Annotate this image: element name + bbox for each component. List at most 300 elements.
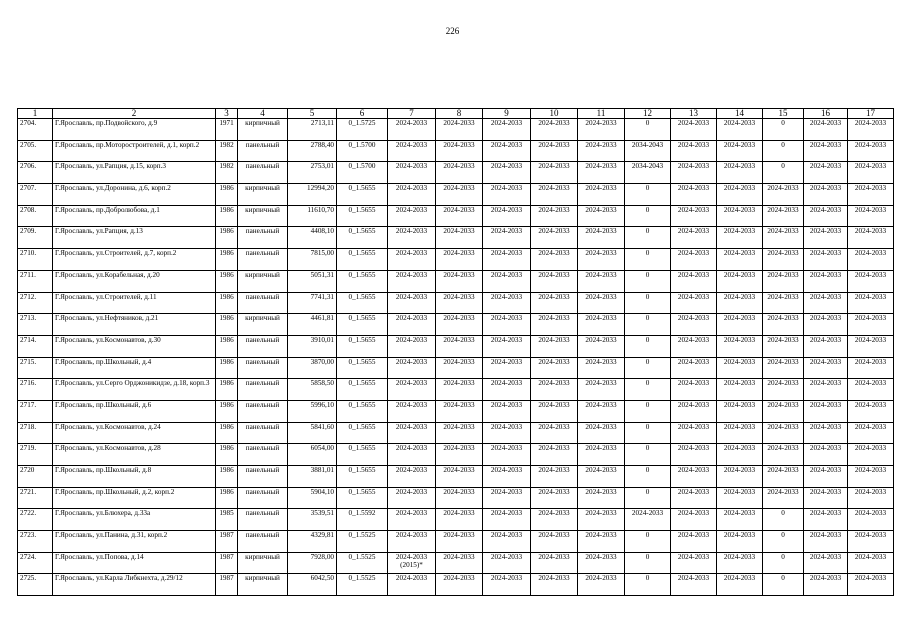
row-number-cell: 2720 <box>18 466 53 488</box>
year-built-cell: 1986 <box>216 357 238 379</box>
row-number-cell: 2715. <box>18 357 53 379</box>
period-cell: 2024-2033 <box>483 422 531 444</box>
area-cell: 5858,50 <box>288 379 337 401</box>
column-header-4: 4 <box>238 109 288 119</box>
table-row <box>18 357 894 379</box>
period-cell: 2024-2033 <box>531 249 578 271</box>
period-cell: 2024-2033 <box>848 357 894 379</box>
year-built-cell: 1971 <box>216 119 238 141</box>
period-cell: 0 <box>763 574 804 596</box>
period-cell: 2024-2033 <box>717 335 763 357</box>
period-cell: 2024-2033 <box>717 422 763 444</box>
period-cell: 0 <box>625 119 671 141</box>
period-cell: 2024-2033 <box>671 531 717 553</box>
period-cell: 2024-2033 <box>578 205 625 227</box>
period-cell: 2024-2033 <box>848 466 894 488</box>
column-header-9: 9 <box>483 109 531 119</box>
period-cell: 2024-2033 <box>717 357 763 379</box>
period-cell: 2024-2033 <box>578 422 625 444</box>
address-cell: Г.Ярославль, ул.Строителей, д.7, корп.2 <box>53 249 216 271</box>
period-cell: 2034-2043 <box>625 140 671 162</box>
period-cell: 2024-2033 <box>578 184 625 206</box>
period-cell: 2024-2033 <box>578 357 625 379</box>
period-cell: 2024-2033 <box>848 487 894 509</box>
wall-material-cell: кирпичный <box>238 205 288 227</box>
period-cell: 2024-2033 <box>531 335 578 357</box>
period-cell: 2024-2033 <box>578 119 625 141</box>
column-header-14: 14 <box>717 109 763 119</box>
period-cell: 2024-2033 <box>388 205 436 227</box>
period-cell: 2024-2033 <box>848 184 894 206</box>
period-cell: 2024-2033 <box>388 444 436 466</box>
column-header-16: 16 <box>804 109 848 119</box>
period-cell: 2024-2033 <box>763 314 804 336</box>
period-cell: 2024-2033 <box>804 422 848 444</box>
period-cell: 2024-2033 <box>531 400 578 422</box>
year-built-cell: 1986 <box>216 466 238 488</box>
row-number-cell: 2705. <box>18 140 53 162</box>
period-cell: 2024-2033 <box>848 205 894 227</box>
period-cell: 2024-2033 <box>388 162 436 184</box>
period-cell: 2024-2033 <box>671 357 717 379</box>
code-cell: 0_1.5655 <box>337 357 388 379</box>
period-cell: 2024-2033 <box>436 184 483 206</box>
period-cell: 2024-2033 <box>717 487 763 509</box>
column-header-11: 11 <box>578 109 625 119</box>
period-cell: 2024-2033 <box>671 444 717 466</box>
period-cell: 2024-2033 <box>388 379 436 401</box>
period-cell: 2024-2033 <box>717 162 763 184</box>
period-cell: 2024-2033 <box>717 400 763 422</box>
area-cell: 4329,81 <box>288 531 337 553</box>
period-cell: 2034-2043 <box>625 162 671 184</box>
period-cell: 2024-2033 <box>671 227 717 249</box>
period-cell: 2024-2033 <box>388 249 436 271</box>
wall-material-cell: панельный <box>238 487 288 509</box>
row-number-cell: 2708. <box>18 205 53 227</box>
period-cell: 2024-2033 <box>578 270 625 292</box>
period-cell: 2024-2033 <box>483 335 531 357</box>
period-cell: 2024-2033 <box>436 227 483 249</box>
column-header-5: 5 <box>288 109 337 119</box>
period-cell: 2024-2033 <box>483 531 531 553</box>
period-cell: 0 <box>625 292 671 314</box>
address-cell: Г.Ярославль, ул.Рапция, д.15, корп.3 <box>53 162 216 184</box>
period-cell: 2024-2033 <box>804 400 848 422</box>
table-row <box>18 509 894 531</box>
period-cell: 2024-2033 <box>436 509 483 531</box>
row-number-cell: 2716. <box>18 379 53 401</box>
row-number-cell: 2706. <box>18 162 53 184</box>
period-cell: 2024-2033 <box>848 119 894 141</box>
period-cell: 2024-2033 <box>804 227 848 249</box>
period-cell: 2024-2033 <box>848 314 894 336</box>
year-built-cell: 1986 <box>216 249 238 271</box>
wall-material-cell: кирпичный <box>238 574 288 596</box>
period-cell: 2024-2033 <box>578 531 625 553</box>
period-cell: 2024-2033 <box>671 314 717 336</box>
period-cell: 2024-2033 <box>436 379 483 401</box>
wall-material-cell: панельный <box>238 444 288 466</box>
period-cell: 2024-2033 <box>804 249 848 271</box>
code-cell: 0_1.5592 <box>337 509 388 531</box>
period-cell: 2024-2033 <box>578 487 625 509</box>
area-cell: 2753,01 <box>288 162 337 184</box>
address-cell: Г.Ярославль, пр.Моторостроителей, д.1, корп.2 <box>53 140 216 162</box>
area-cell: 3870,00 <box>288 357 337 379</box>
period-cell: 2024-2033 <box>763 335 804 357</box>
period-cell: 2024-2033 <box>578 552 625 574</box>
area-cell: 11610,70 <box>288 205 337 227</box>
wall-material-cell: панельный <box>238 292 288 314</box>
period-cell: 0 <box>625 205 671 227</box>
code-cell: 0_1.5655 <box>337 335 388 357</box>
period-cell: 2024-2033 <box>671 379 717 401</box>
period-cell: 2024-2033 <box>578 140 625 162</box>
period-cell: 2024-2033 <box>483 249 531 271</box>
code-cell: 0_1.5655 <box>337 466 388 488</box>
period-cell: 2024-2033 <box>717 227 763 249</box>
period-cell: 2024-2033 <box>388 509 436 531</box>
period-cell: 2024-2033 <box>763 487 804 509</box>
year-built-cell: 1986 <box>216 422 238 444</box>
period-cell: 2024-2033 <box>578 292 625 314</box>
period-cell: 2024-2033 <box>436 574 483 596</box>
period-cell: 2024-2033 <box>578 227 625 249</box>
period-cell: 2024-2033 <box>671 552 717 574</box>
column-header-17: 17 <box>848 109 894 119</box>
code-cell: 0_1.5655 <box>337 249 388 271</box>
wall-material-cell: панельный <box>238 400 288 422</box>
period-cell: 2024-2033 <box>763 466 804 488</box>
table-row <box>18 292 894 314</box>
period-cell: 2024-2033 <box>717 292 763 314</box>
period-cell: 2024-2033 <box>531 162 578 184</box>
code-cell: 0_1.5655 <box>337 400 388 422</box>
area-cell: 4408,10 <box>288 227 337 249</box>
year-built-cell: 1987 <box>216 531 238 553</box>
year-built-cell: 1986 <box>216 314 238 336</box>
period-cell: 2024-2033 <box>483 314 531 336</box>
row-number-cell: 2710. <box>18 249 53 271</box>
period-cell: 2024-2033 <box>531 140 578 162</box>
period-cell: 2024-2033 <box>483 119 531 141</box>
period-cell: 2024-2033 <box>578 444 625 466</box>
year-built-cell: 1986 <box>216 205 238 227</box>
period-cell: 2024-2033 <box>717 270 763 292</box>
address-cell: Г.Ярославль, ул.Корабельная, д.20 <box>53 270 216 292</box>
code-cell: 0_1.5655 <box>337 422 388 444</box>
wall-material-cell: кирпичный <box>238 119 288 141</box>
period-cell: 2024-2033 <box>763 400 804 422</box>
table-row <box>18 422 894 444</box>
period-cell: 2024-2033 <box>483 205 531 227</box>
wall-material-cell: панельный <box>238 509 288 531</box>
period-cell: 2024-2033 <box>483 292 531 314</box>
period-cell: 2024-2033 <box>804 335 848 357</box>
period-cell: 2024-2033 <box>763 444 804 466</box>
table-row <box>18 444 894 466</box>
wall-material-cell: кирпичный <box>238 270 288 292</box>
period-cell: 0 <box>625 552 671 574</box>
period-cell: 2024-2033 <box>717 509 763 531</box>
period-cell: 2024-2033 <box>717 140 763 162</box>
period-cell: 2024-2033 <box>483 400 531 422</box>
column-header-10: 10 <box>531 109 578 119</box>
period-cell: 2024-2033 <box>671 487 717 509</box>
period-cell: 2024-2033 <box>483 466 531 488</box>
period-cell: 2024-2033 <box>436 162 483 184</box>
period-cell: 2024-2033 <box>436 314 483 336</box>
period-cell: 0 <box>763 531 804 553</box>
period-cell: 0 <box>763 552 804 574</box>
period-cell: 2024-2033 <box>388 531 436 553</box>
code-cell: 0_1.5700 <box>337 140 388 162</box>
period-cell: 2024-2033 <box>578 466 625 488</box>
period-cell: 2024-2033 <box>804 466 848 488</box>
period-cell: 2024-2033 <box>483 509 531 531</box>
period-cell: 2024-2033 <box>388 335 436 357</box>
wall-material-cell: панельный <box>238 357 288 379</box>
period-cell: 0 <box>625 249 671 271</box>
row-number-cell: 2719. <box>18 444 53 466</box>
column-header-3: 3 <box>216 109 238 119</box>
column-header-13: 13 <box>671 109 717 119</box>
period-cell: 2024-2033 <box>483 270 531 292</box>
row-number-cell: 2724. <box>18 552 53 574</box>
year-built-cell: 1982 <box>216 162 238 184</box>
row-number-cell: 2712. <box>18 292 53 314</box>
period-cell: 2024-2033 <box>848 574 894 596</box>
table-row <box>18 552 894 574</box>
period-cell: 2024-2033 <box>531 379 578 401</box>
period-cell: 2024-2033 <box>531 270 578 292</box>
period-cell: 2024-2033 <box>671 249 717 271</box>
area-cell: 5841,60 <box>288 422 337 444</box>
period-cell: 2024-2033 <box>483 184 531 206</box>
area-cell: 5051,31 <box>288 270 337 292</box>
period-cell: 2024-2033 <box>436 205 483 227</box>
period-cell: 2024-2033 <box>717 249 763 271</box>
period-cell: 2024-2033 <box>388 466 436 488</box>
wall-material-cell: панельный <box>238 422 288 444</box>
period-cell: 2024-2033 <box>483 444 531 466</box>
area-cell: 3881,01 <box>288 466 337 488</box>
period-cell: 2024-2033 <box>483 379 531 401</box>
period-cell: 2024-2033 <box>671 162 717 184</box>
table-row <box>18 140 894 162</box>
period-cell: 2024-2033 <box>848 227 894 249</box>
table-row <box>18 249 894 271</box>
period-cell: 2024-2033 <box>483 357 531 379</box>
period-cell: 2024-2033 <box>804 574 848 596</box>
period-cell: 0 <box>625 270 671 292</box>
period-cell: 2024-2033 <box>436 531 483 553</box>
year-built-cell: 1985 <box>216 509 238 531</box>
area-cell: 12994,20 <box>288 184 337 206</box>
period-cell: 2024-2033 <box>804 552 848 574</box>
period-cell: 2024-2033 <box>531 466 578 488</box>
period-cell: 2024-2033 <box>483 574 531 596</box>
page-number: 226 <box>445 26 460 36</box>
address-cell: Г.Ярославль, ул.Космонавтов, д.24 <box>53 422 216 444</box>
period-cell: 0 <box>763 162 804 184</box>
period-cell: 2024-2033 <box>763 184 804 206</box>
code-cell: 0_1.5700 <box>337 162 388 184</box>
period-cell: 2024-2033 <box>436 335 483 357</box>
year-built-cell: 1982 <box>216 140 238 162</box>
period-cell: 2024-2033 <box>531 531 578 553</box>
wall-material-cell: кирпичный <box>238 552 288 574</box>
period-cell: 2024-2033 <box>436 552 483 574</box>
address-cell: Г.Ярославль, ул.Серго Орджоникидзе, д.18, корп.3 <box>53 379 216 401</box>
period-cell: 2024-2033 <box>578 574 625 596</box>
row-number-cell: 2707. <box>18 184 53 206</box>
period-cell: 2024-2033 <box>717 552 763 574</box>
table-row <box>18 227 894 249</box>
period-cell: 2024-2033 <box>671 466 717 488</box>
period-cell: 2024-2033 <box>531 509 578 531</box>
period-cell: 2024-2033 <box>804 140 848 162</box>
period-cell: 2024-2033 <box>671 292 717 314</box>
period-cell: 2024-2033 <box>483 140 531 162</box>
period-cell: 2024-2033 <box>388 422 436 444</box>
address-cell: Г.Ярославль, пр.Школьный, д.8 <box>53 466 216 488</box>
table-row <box>18 531 894 553</box>
period-cell: 2024-2033 <box>388 119 436 141</box>
period-cell: 2024-2033 <box>804 119 848 141</box>
period-cell: 2024-2033 <box>848 422 894 444</box>
area-cell: 2788,40 <box>288 140 337 162</box>
period-cell: 2024-2033 <box>388 487 436 509</box>
code-cell: 0_1.5655 <box>337 270 388 292</box>
period-cell: 2024-2033 <box>717 205 763 227</box>
column-header-6: 6 <box>337 109 388 119</box>
period-cell: 2024-2033 <box>531 184 578 206</box>
row-number-cell: 2722. <box>18 509 53 531</box>
table-row <box>18 335 894 357</box>
table-row <box>18 184 894 206</box>
address-cell: Г.Ярославль, ул.Космонавтов, д.28 <box>53 444 216 466</box>
year-built-cell: 1987 <box>216 574 238 596</box>
table-row <box>18 574 894 596</box>
period-cell: 2024-2033 <box>671 422 717 444</box>
wall-material-cell: панельный <box>238 227 288 249</box>
row-number-cell: 2717. <box>18 400 53 422</box>
period-cell: 2024-2033 <box>804 487 848 509</box>
table-row <box>18 466 894 488</box>
column-header-1: 1 <box>18 109 53 119</box>
code-cell: 0_1.5525 <box>337 531 388 553</box>
area-cell: 6042,50 <box>288 574 337 596</box>
period-cell: 2024-2033 <box>848 292 894 314</box>
period-cell: 2024-2033 <box>531 357 578 379</box>
period-cell: 2024-2033 <box>671 205 717 227</box>
period-cell: 2024-2033 <box>717 184 763 206</box>
period-cell: 2024-2033 <box>436 119 483 141</box>
code-cell: 0_1.5655 <box>337 292 388 314</box>
code-cell: 0_1.5655 <box>337 205 388 227</box>
row-number-cell: 2709. <box>18 227 53 249</box>
address-cell: Г.Ярославль, ул.Панина, д.31, корп.2 <box>53 531 216 553</box>
period-cell: 2024-2033 (2015)* <box>388 552 436 574</box>
period-cell: 2024-2033 <box>763 270 804 292</box>
period-cell: 2024-2033 <box>436 140 483 162</box>
row-number-cell: 2711. <box>18 270 53 292</box>
period-cell: 2024-2033 <box>804 292 848 314</box>
period-cell: 0 <box>625 335 671 357</box>
period-cell: 2024-2033 <box>717 119 763 141</box>
period-cell: 2024-2033 <box>436 466 483 488</box>
period-cell: 2024-2033 <box>671 119 717 141</box>
column-header-7: 7 <box>388 109 436 119</box>
period-cell: 0 <box>763 119 804 141</box>
table-row <box>18 487 894 509</box>
table-row <box>18 205 894 227</box>
period-cell: 2024-2033 <box>848 162 894 184</box>
row-number-cell: 2725. <box>18 574 53 596</box>
period-cell: 2024-2033 <box>436 270 483 292</box>
area-cell: 3539,51 <box>288 509 337 531</box>
period-cell: 2024-2033 <box>436 292 483 314</box>
period-cell: 0 <box>763 140 804 162</box>
row-number-cell: 2723. <box>18 531 53 553</box>
area-cell: 7928,00 <box>288 552 337 574</box>
row-number-cell: 2714. <box>18 335 53 357</box>
period-cell: 2024-2033 <box>848 249 894 271</box>
period-cell: 0 <box>625 466 671 488</box>
address-cell: Г.Ярославль, пр.Школьный, д.4 <box>53 357 216 379</box>
period-cell: 2024-2033 <box>531 444 578 466</box>
code-cell: 0_1.5655 <box>337 227 388 249</box>
row-number-cell: 2704. <box>18 119 53 141</box>
table-row <box>18 119 894 141</box>
area-cell: 4461,81 <box>288 314 337 336</box>
row-number-cell: 2718. <box>18 422 53 444</box>
table-row <box>18 400 894 422</box>
period-cell: 2024-2033 <box>531 487 578 509</box>
code-cell: 0_1.5655 <box>337 487 388 509</box>
table-row <box>18 162 894 184</box>
period-cell: 2024-2033 <box>848 335 894 357</box>
period-cell: 0 <box>625 531 671 553</box>
period-cell: 2024-2033 <box>717 444 763 466</box>
period-cell: 2024-2033 <box>531 574 578 596</box>
period-cell: 0 <box>625 184 671 206</box>
period-cell: 2024-2033 <box>804 184 848 206</box>
period-cell: 0 <box>763 509 804 531</box>
code-cell: 0_1.5655 <box>337 184 388 206</box>
year-built-cell: 1986 <box>216 444 238 466</box>
year-built-cell: 1986 <box>216 184 238 206</box>
address-cell: Г.Ярославль, пр.Школьный, д.6 <box>53 400 216 422</box>
address-cell: Г.Ярославль, ул.Нефтяников, д.21 <box>53 314 216 336</box>
period-cell: 2024-2033 <box>717 379 763 401</box>
address-cell: Г.Ярославль, ул.Доронина, д.6, корп.2 <box>53 184 216 206</box>
period-cell: 2024-2033 <box>388 400 436 422</box>
area-cell: 7815,00 <box>288 249 337 271</box>
year-built-cell: 1986 <box>216 292 238 314</box>
period-cell: 2024-2033 <box>483 227 531 249</box>
year-built-cell: 1986 <box>216 487 238 509</box>
period-cell: 2024-2033 <box>763 357 804 379</box>
area-cell: 7741,31 <box>288 292 337 314</box>
period-cell: 2024-2033 <box>388 357 436 379</box>
period-cell: 2024-2033 <box>804 509 848 531</box>
period-cell: 2024-2033 <box>531 292 578 314</box>
period-cell: 2024-2033 <box>671 400 717 422</box>
period-cell: 2024-2033 <box>578 314 625 336</box>
